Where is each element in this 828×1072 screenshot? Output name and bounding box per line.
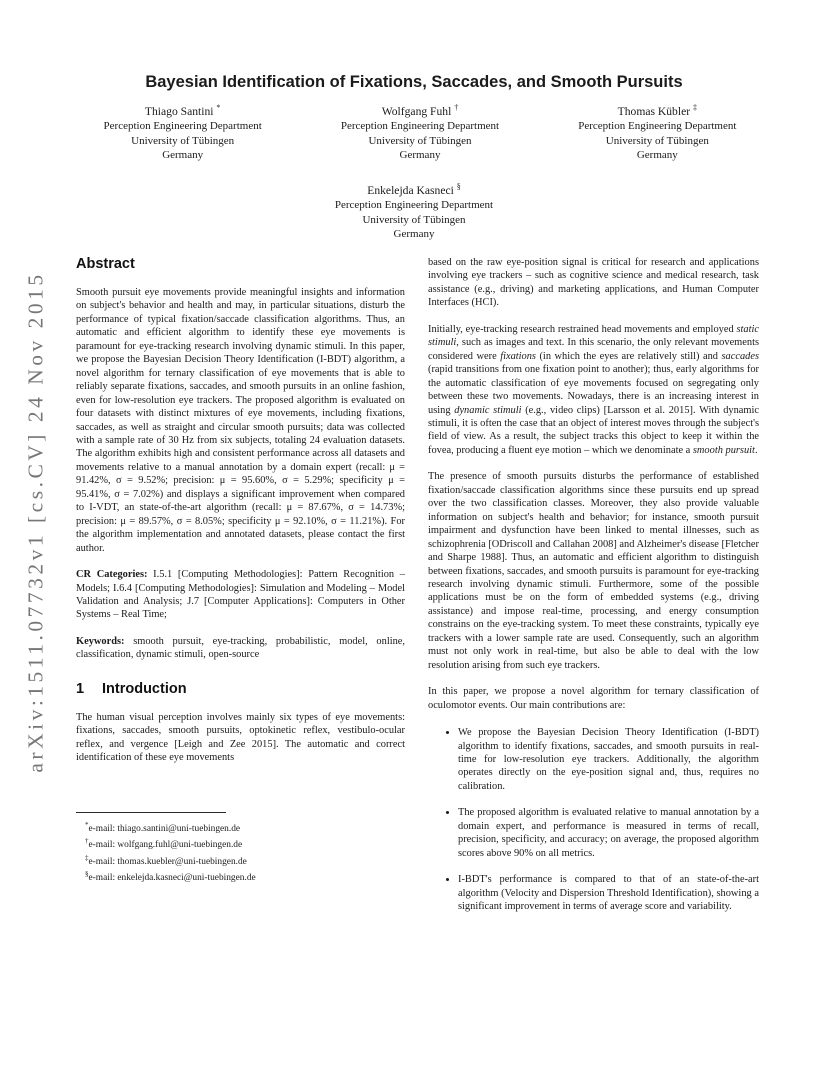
footnote-text: e-mail: thiago.santini@uni-tuebingen.de	[88, 824, 241, 835]
contribution-item: • I-BDT's performance is compared to that of an state-of-the-art algorithm (Velocity and Dispersion Threshold Identification), showing a significant improvement in terms of average score and variability.	[458, 873, 759, 913]
contribution-item: • The proposed algorithm is evaluated relative to manual annotation by a domain expert, and performance is measured in terms of recall, precision, specificity, and accuracy; on average, the proposed algorithm scores above 90% on all metrics.	[458, 806, 759, 860]
footnote-mark: ‡	[85, 853, 89, 862]
footnote-mark: †	[85, 837, 89, 846]
cr-categories-label: CR Categories:	[76, 569, 148, 581]
footnote-3	[76, 852, 405, 868]
arxiv-watermark: arXiv:1511.07732v1 [cs.CV] 24 Nov 2015	[23, 271, 48, 773]
author-mark: *	[216, 103, 221, 112]
section-number: 1	[76, 680, 85, 697]
footnote-mark: *	[85, 821, 89, 829]
keywords-label: Keywords:	[76, 635, 125, 647]
footnote-text: e-mail: thomas.kuebler@uni-tuebingen.de	[88, 856, 247, 867]
author-name	[539, 100, 776, 119]
author-university: University of Tübingen	[362, 213, 466, 226]
section-title: Introduction	[102, 680, 187, 697]
keywords-text: smooth pursuit, eye-tracking, probabilistic, model, online, classification, dynamic stimuli, open-source	[76, 635, 405, 661]
author-name-text: Enkelejda Kasneci	[367, 183, 454, 197]
right-column	[428, 256, 759, 926]
footnote-1	[76, 819, 405, 835]
author-mark: §	[456, 182, 461, 191]
author-name-text: Wolfgang Fuhl	[381, 104, 452, 118]
author-name-text: Thomas Kübler	[617, 104, 691, 118]
cr-categories	[76, 568, 405, 622]
author-department: Perception Engineering Department	[334, 198, 494, 211]
introduction-paragraph: The human visual perception involves mainly six types of eye movements: fixations, saccades, smooth pursuits, optokinetic reflex, vestibulo-ocular reflex, and vergence [Leigh and Zee 2015]. The automatic and correct identification of these eye movements	[76, 711, 405, 764]
author-1	[64, 100, 301, 163]
footnote-divider	[76, 812, 226, 813]
author-country: Germany	[393, 228, 435, 241]
author-mark: ‡	[693, 103, 697, 112]
author-university: University of Tübingen	[368, 134, 472, 147]
body-paragraph: based on the raw eye-position signal is critical for research and applications involving eye trackers – such as cognitive science and medical research, task assistance (e.g., driving) and marketing applications, and Human Computer Interfaces (HCI).	[428, 257, 759, 309]
cr-categories-text: I.5.1 [Computing Methodologies]: Pattern Recognition – Models; I.6.4 [Computing Methodologies]: Simulation and Modeling – Model Validation and Analysis; J.7 [Computer Applications]: Computers in Other Systems – Real Time;	[76, 569, 405, 621]
footnote-text: e-mail: enkelejda.kasneci@uni-tuebingen.de	[88, 873, 256, 884]
author-department: Perception Engineering Department	[103, 119, 262, 132]
author-name	[301, 100, 538, 119]
footnote-2	[76, 835, 405, 851]
abstract-text: Smooth pursuit eye movements provide meaningful insights and information on subject's behavior and health and may, in particular situations, disturb the performance of typical fixation/saccade classification algorithms. Thus, an automatic and efficient algorithm to identify these eye movements is paramount for eye-tracking research involving dynamic stimuli. In this paper, we propose the Bayesian Decision Theory Identification (I-BDT) algorithm, a novel algorithm for ternary classification of eye movements that is able to reliably separate fixations, saccades, and smooth pursuits in an online fashion, even for low-resolution eye trackers. The proposed algorithm is evaluated on four datasets with distinct mixtures of eye movements, including fixations, saccades, as well as straight and circular smooth pursuits; data was collected with a sample rate of 30 Hz from six subjects, totaling 24 evaluation datasets. The algorithm exhibits high and consistent performance across all datasets and movements relative to a manual annotation by a domain expert (recall: μ = 91.42%, σ = 9.52%; precision: μ = 95.60%, σ = 5.29%; specificity μ = 95.41%, σ = 7.02%) and displays a significant improvement when compared to I-VDT, an state-of-the-art algorithm (recall: μ = 87.67%, σ = 14.73%; precision: μ = 89.57%, σ = 8.05%; specificity μ = 92.10%, σ = 11.21%). For the algorithm implementation and annotated datasets, please contact the first author.	[76, 287, 405, 554]
footnote-mark: §	[85, 870, 89, 879]
body-paragraph: Initially, eye-tracking research restrained head movements and employed static stimuli, such as images and text. In this scenario, the only relevant movements considered were fixations (in which the eyes are relatively still) and saccades (rapid transitions from one fixation point to another); thus, early algorithms for the automatic classification of eye movements focused on segregating only between these two movements. Nowadays, there is an increasing interest in using dynamic stimuli (e.g., video clips) [Larsson et al. 2015]. With dynamic stimuli, it is often the case that an object of interest moves through the subject's field of view. As a result, the subject tracks this object to keep it within the fovea, producing a fluent eye motion – which we denominate a smooth pursuit.	[428, 323, 759, 456]
footnotes	[76, 812, 405, 885]
author-department: Perception Engineering Department	[340, 119, 500, 132]
section-heading-introduction	[76, 681, 405, 697]
author-country: Germany	[399, 149, 441, 162]
author-3	[539, 100, 776, 163]
author-block	[64, 100, 776, 163]
footnote-text: e-mail: wolfgang.fuhl@uni-tuebingen.de	[88, 840, 243, 851]
paper-title: Bayesian Identification of Fixations, Saccades, and Smooth Pursuits	[145, 73, 683, 92]
author-name	[0, 179, 828, 198]
contribution-item: • We propose the Bayesian Decision Theory Identification (I-BDT) algorithm to identify fixations, saccades, and smooth pursuits in real-time for low-resolution eye trackers. Additionally, the algorithm operates directly on the eye-position signal and, thus, requires no calibration.	[458, 726, 759, 793]
author-4	[0, 179, 828, 242]
keywords	[76, 635, 405, 662]
abstract-heading: Abstract	[76, 256, 135, 272]
author-2	[301, 100, 538, 163]
author-university: University of Tübingen	[605, 134, 709, 147]
author-department: Perception Engineering Department	[578, 119, 737, 132]
author-country: Germany	[636, 149, 678, 162]
author-name	[64, 100, 301, 119]
contributions-list	[428, 726, 759, 913]
left-column	[76, 256, 405, 778]
author-university: University of Tübingen	[131, 134, 235, 147]
body-paragraph: In this paper, we propose a novel algorithm for ternary classification of oculomotor events. Our main contributions are:	[428, 686, 759, 711]
body-paragraph: The presence of smooth pursuits disturbs the performance of established fixation/saccade classification algorithms since these pursuits end up spread over the two classification classes. Moreover, they also provide valuable information on subject's health and behavior; for instance, smooth pursuit impairment and dysfunction have been linked to mental illnesses, such as schizophrenia [ODriscoll and Callahan 2008] and Alzheimer's disease [Fletcher and Sharpe 1988]. Thus, an automatic and efficient algorithm to distinguish between fixations, saccades, and smooth pursuits is paramount for eye-tracking research involving dynamic stimuli. Furthermore, some of the possible applications must be on the form of embedded systems (e.g., driving assistance) and impose real-time, processing, and energy consumption constrains on the eye-tracking system. To meet these constraints, typically eye trackers with a lower sample rate are used. Consequently, such an algorithm must not only work in real-time, but also be able to deal with the low resolution arising from such eye trackers.	[428, 471, 759, 671]
author-name-text: Thiago Santini	[144, 104, 214, 118]
footnote-4	[76, 868, 405, 884]
author-mark: †	[454, 103, 459, 112]
author-country: Germany	[162, 149, 204, 162]
